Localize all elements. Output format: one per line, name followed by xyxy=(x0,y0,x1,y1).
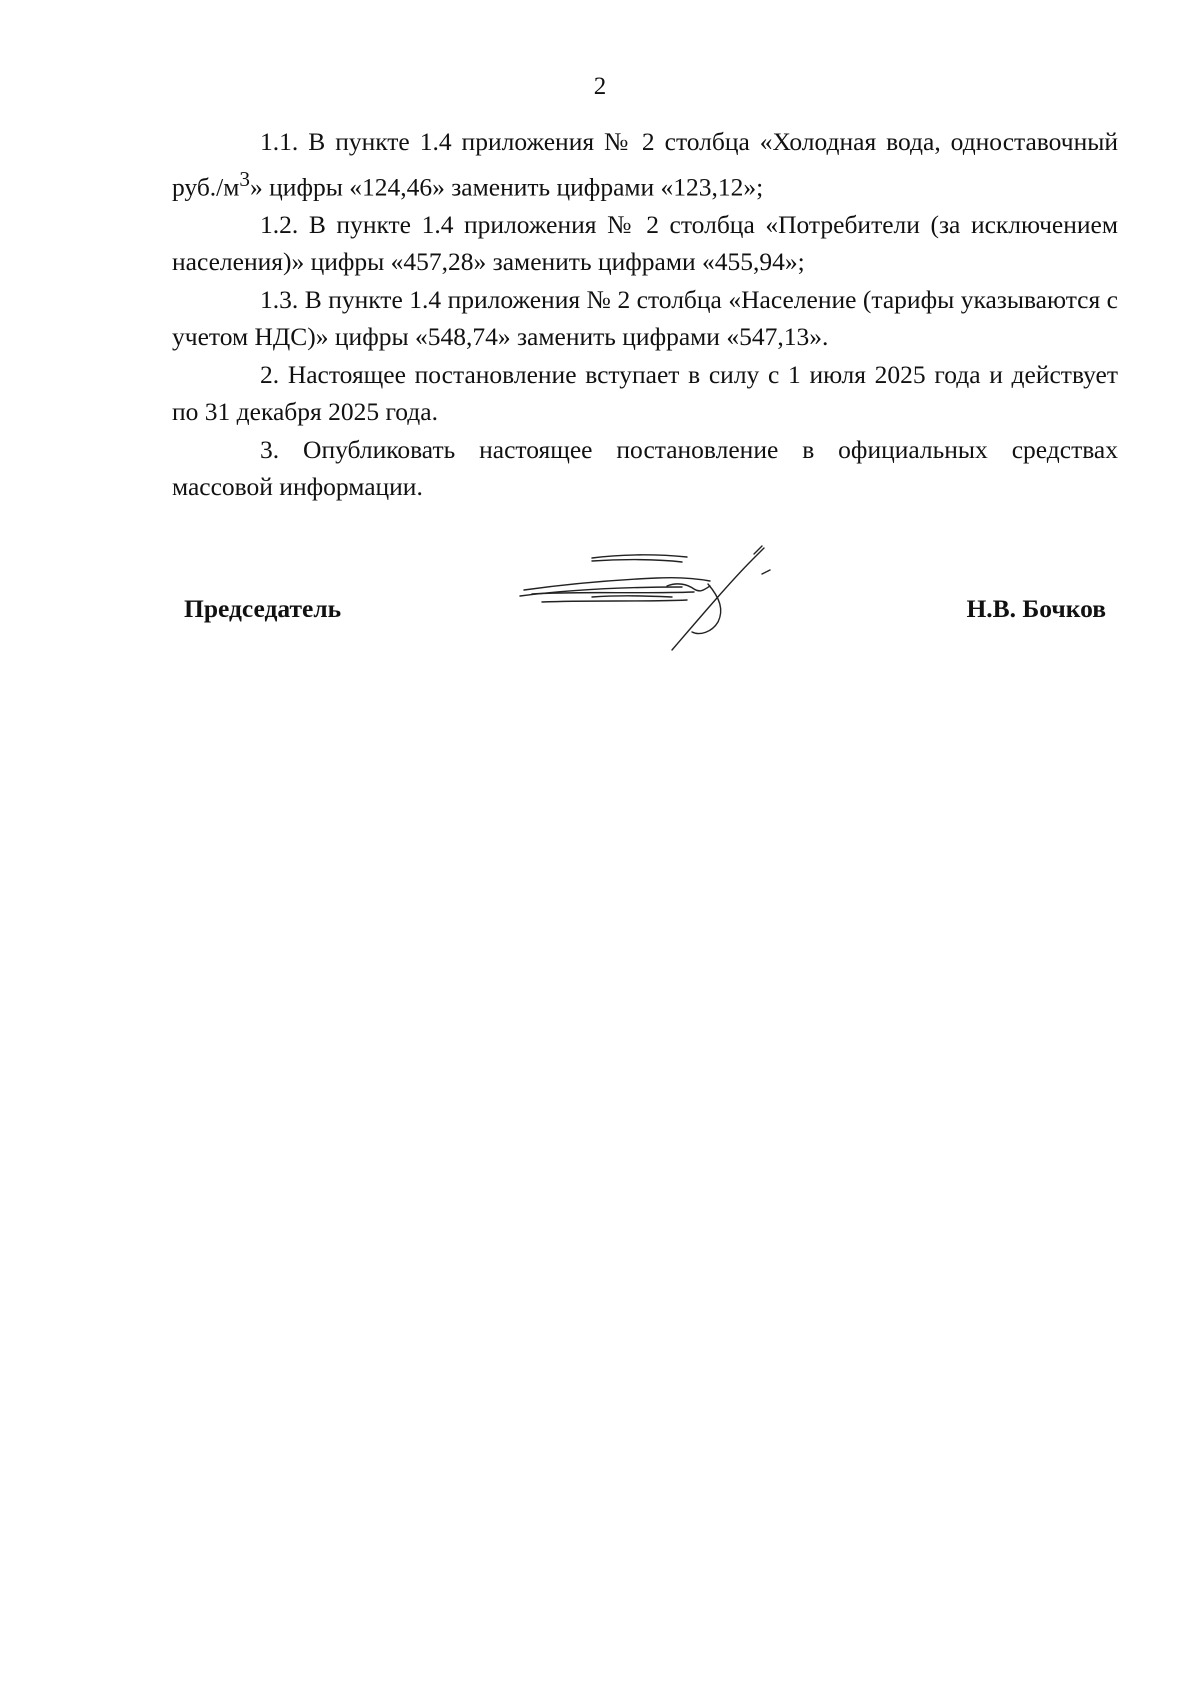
signatory-name: Н.В. Бочков xyxy=(966,594,1106,623)
handwritten-signature xyxy=(472,540,772,660)
signatory-title: Председатель xyxy=(184,594,342,623)
paragraph-1-3: 1.3. В пункте 1.4 приложения № 2 столбца «Население (тарифы указываются с учетом НДС)» цифры «548,74» заменить цифрами «547,13». xyxy=(172,284,1118,351)
paragraph-1-1 xyxy=(172,123,1118,206)
paragraph-1-1-superscript: 3 xyxy=(239,166,251,191)
page-number: 2 xyxy=(593,73,607,100)
paragraph-3: 3. Опубликовать настоящее постановление в официальных средствах массовой информации. xyxy=(172,434,1118,501)
paragraph-1-1-text-end: » цифры «124,46» заменить цифрами «123,12»; xyxy=(250,172,764,201)
paragraph-1-2: 1.2. В пункте 1.4 приложения № 2 столбца «Потребители (за исключением населения)» цифры «457,28» заменить цифрами «455,94»; xyxy=(172,209,1118,276)
paragraph-2: 2. Настоящее постановление вступает в силу с 1 июля 2025 года и действует по 31 декабря 2025 года. xyxy=(172,359,1118,426)
paragraph-1-1-text: 1.1. В пункте 1.4 приложения № 2 столбца «Холодная вода, одноставочный руб./м xyxy=(172,127,1118,201)
document-body xyxy=(172,123,1118,506)
signature-block xyxy=(172,540,1118,660)
